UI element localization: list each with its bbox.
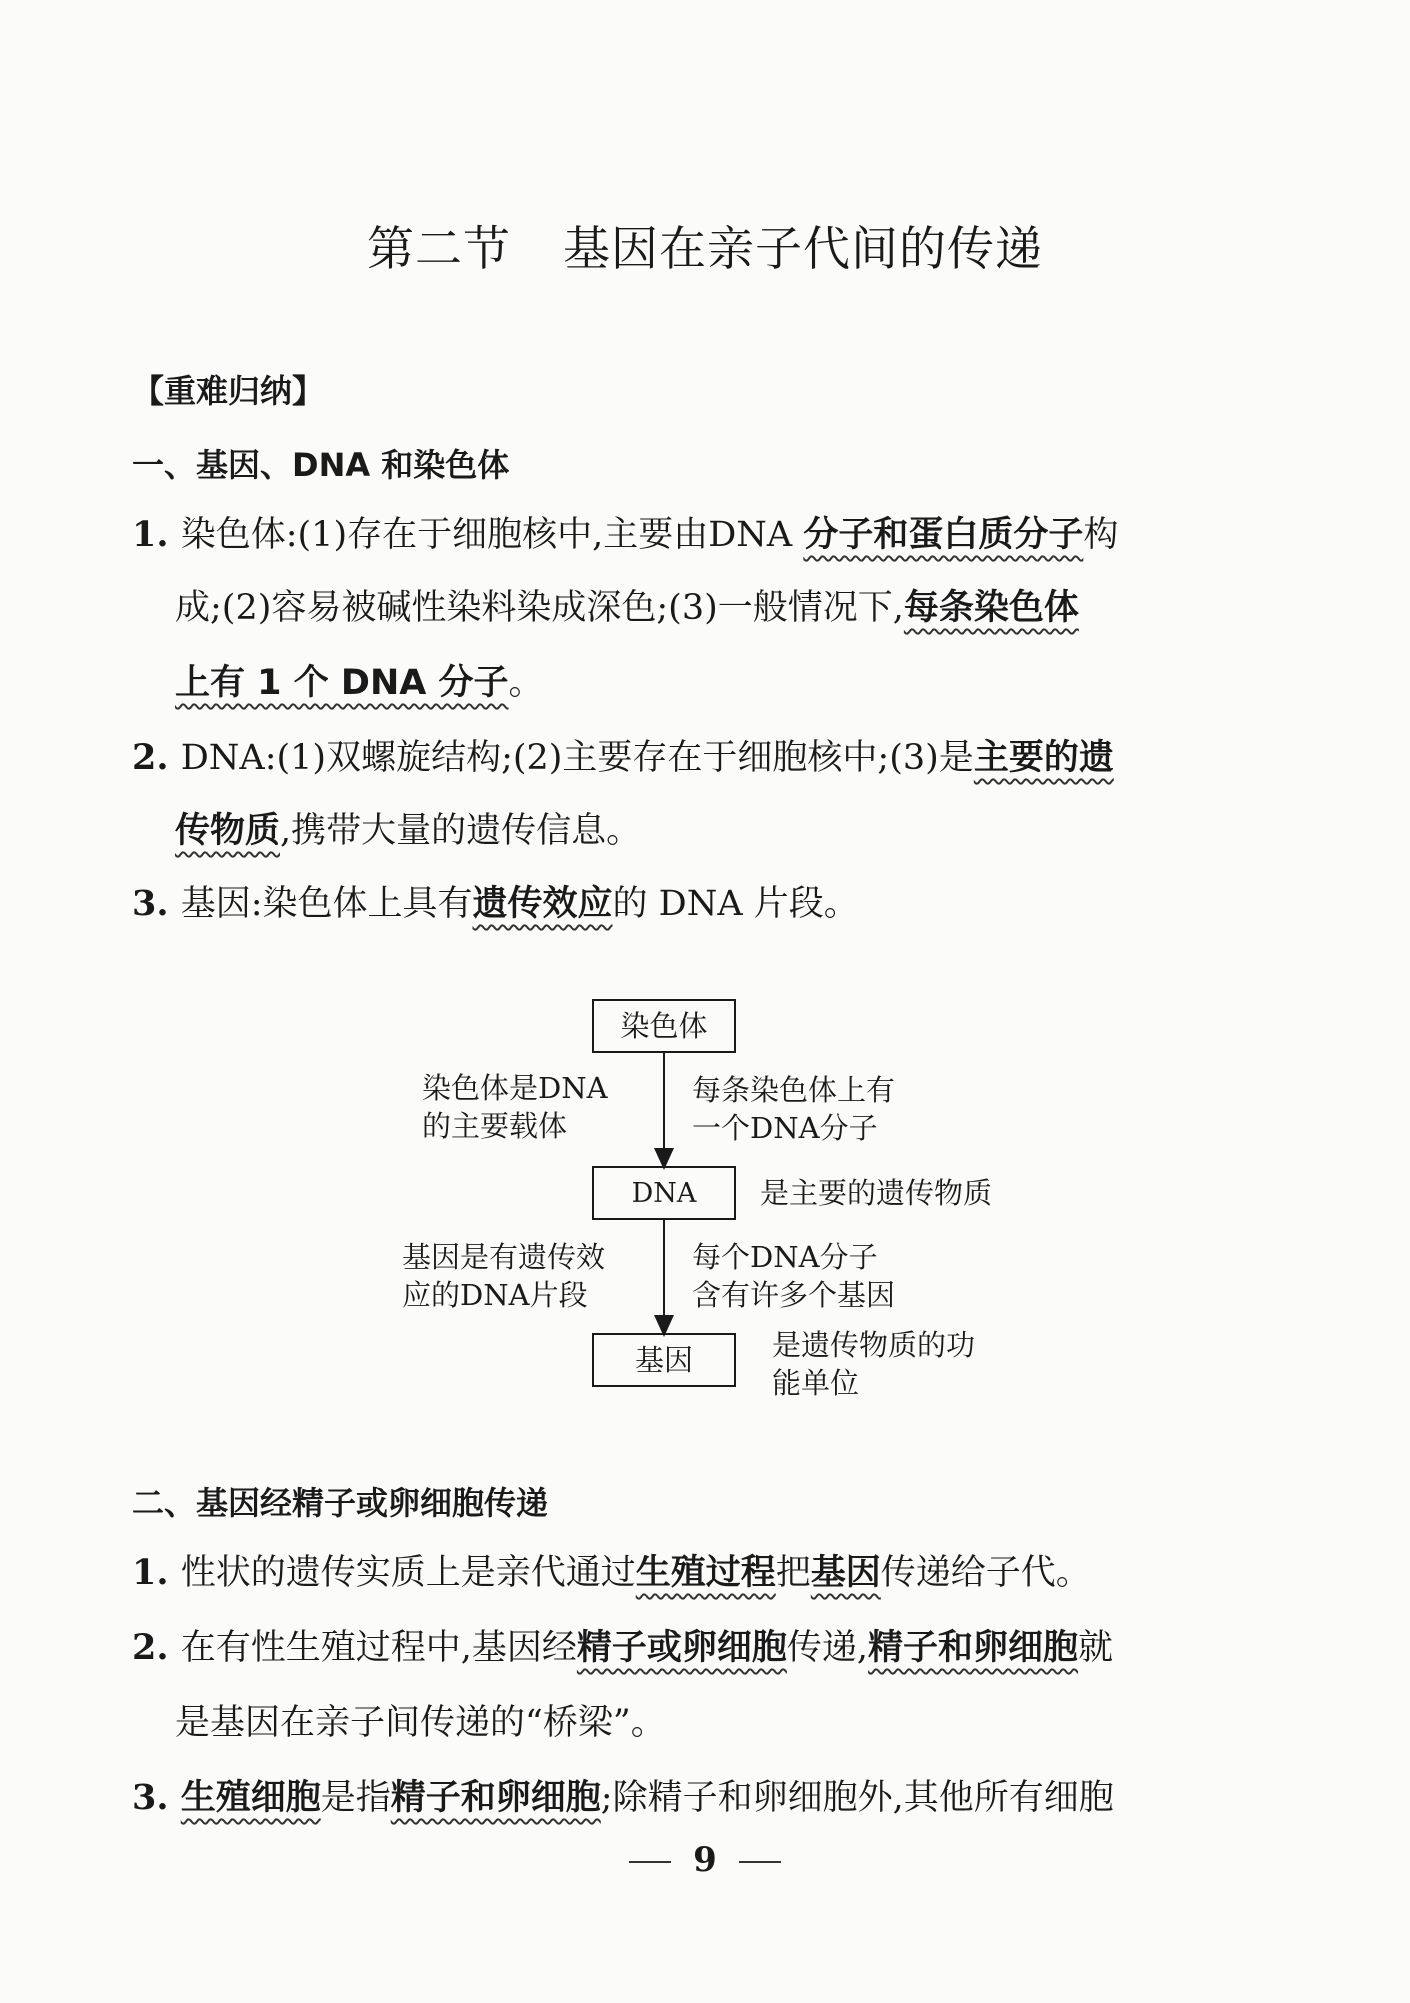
item-number: 1. [132,514,181,555]
item-number: 3. [132,1777,181,1818]
left2-line2: 应的DNA片段 [402,1278,588,1312]
section2-heading: 二、基因经精子或卵细胞传递 [132,1484,549,1522]
page-footer [0,1840,1410,1880]
title-part1: 第二节 [367,222,511,277]
key-phrase: 遗传效应 [472,884,613,924]
key-phrase: 精子或卵细胞 [576,1628,787,1668]
page-number: 9 [693,1840,717,1880]
text-segment: 基因:染色体上具有 [180,884,473,924]
text-segment: ,携带大量的遗传信息。 [280,811,642,851]
key-phrase: 分子和蛋白质分子 [803,515,1084,555]
text-segment: 在有性生殖过程中,基因经 [180,1628,577,1668]
key-phrase: 主要的遗 [973,738,1114,778]
key-phrase: 传物质 [175,811,281,851]
text-line [132,1775,1282,1821]
key-phrase: 每条染色体 [903,588,1079,628]
text-segment: 就 [1078,1628,1114,1668]
text-segment: 构 [1083,515,1119,555]
text-segment: 性状的遗传实质上是亲代通过 [180,1553,636,1593]
box-chromosome-label: 染色体 [620,1009,708,1043]
right1-line1: 每条染色体上有 [692,1073,896,1107]
key-phrase: 生殖过程 [635,1553,776,1593]
key-phrase: 上有 1 个 DNA 分子 [175,663,509,703]
item-number: 2. [132,737,181,778]
key-phrase: 精子和卵细胞 [390,1778,601,1818]
side2: 是主要的遗传物质 [760,1176,993,1210]
left1-line1: 染色体是DNA [422,1071,608,1105]
text-segment: 是基因在亲子间传递的“桥梁”。 [175,1703,666,1743]
item-number: 1. [132,1552,181,1593]
key-phrase: 基因 [810,1553,881,1593]
text-segment: ;除精子和卵细胞外,其他所有细胞 [600,1778,1114,1818]
text-line [132,1550,1282,1596]
left2-line1: 基因是有遗传效 [402,1240,606,1274]
section-label: 【重难归纳】 [132,372,325,410]
left1-line2: 的主要载体 [422,1109,568,1143]
item-number: 3. [132,883,181,924]
item-number: 2. [132,1627,181,1668]
key-phrase: 精子和卵细胞 [868,1628,1079,1668]
side3-line2: 能单位 [772,1366,860,1400]
text-segment: 传递, [786,1628,869,1668]
text-segment: DNA [708,515,804,555]
key-phrase: 生殖细胞 [180,1778,321,1818]
box-dna-label: DNA [631,1178,697,1209]
right1-line2: 一个DNA分子 [692,1111,878,1145]
right2-line2: 含有许多个基因 [692,1278,896,1312]
text-segment: 的 DNA 片段。 [612,884,859,924]
text-segment: 成;(2)容易被碱性染料染成深色;(3)一般情况下, [175,588,904,628]
title-part2: 基因在亲子代间的传递 [563,222,1043,277]
box-gene-label: 基因 [634,1343,694,1377]
text-segment: DNA:(1)双螺旋结构;(2)主要存在于细胞核中;(3)是 [180,738,974,778]
text-line [175,1700,1325,1746]
side3-line1: 是遗传物质的功 [772,1328,976,1362]
text-segment: 传递给子代。 [880,1553,1091,1593]
right2-line1: 每个DNA分子 [692,1240,878,1274]
text-segment: 染色体:(1)存在于细胞核中,主要由 [180,515,709,555]
text-line [132,1625,1282,1671]
text-segment: 是指 [320,1778,391,1818]
section1-heading: 一、基因、DNA 和染色体 [132,446,510,484]
text-segment: 。 [508,663,544,703]
text-segment: 把 [775,1553,811,1593]
